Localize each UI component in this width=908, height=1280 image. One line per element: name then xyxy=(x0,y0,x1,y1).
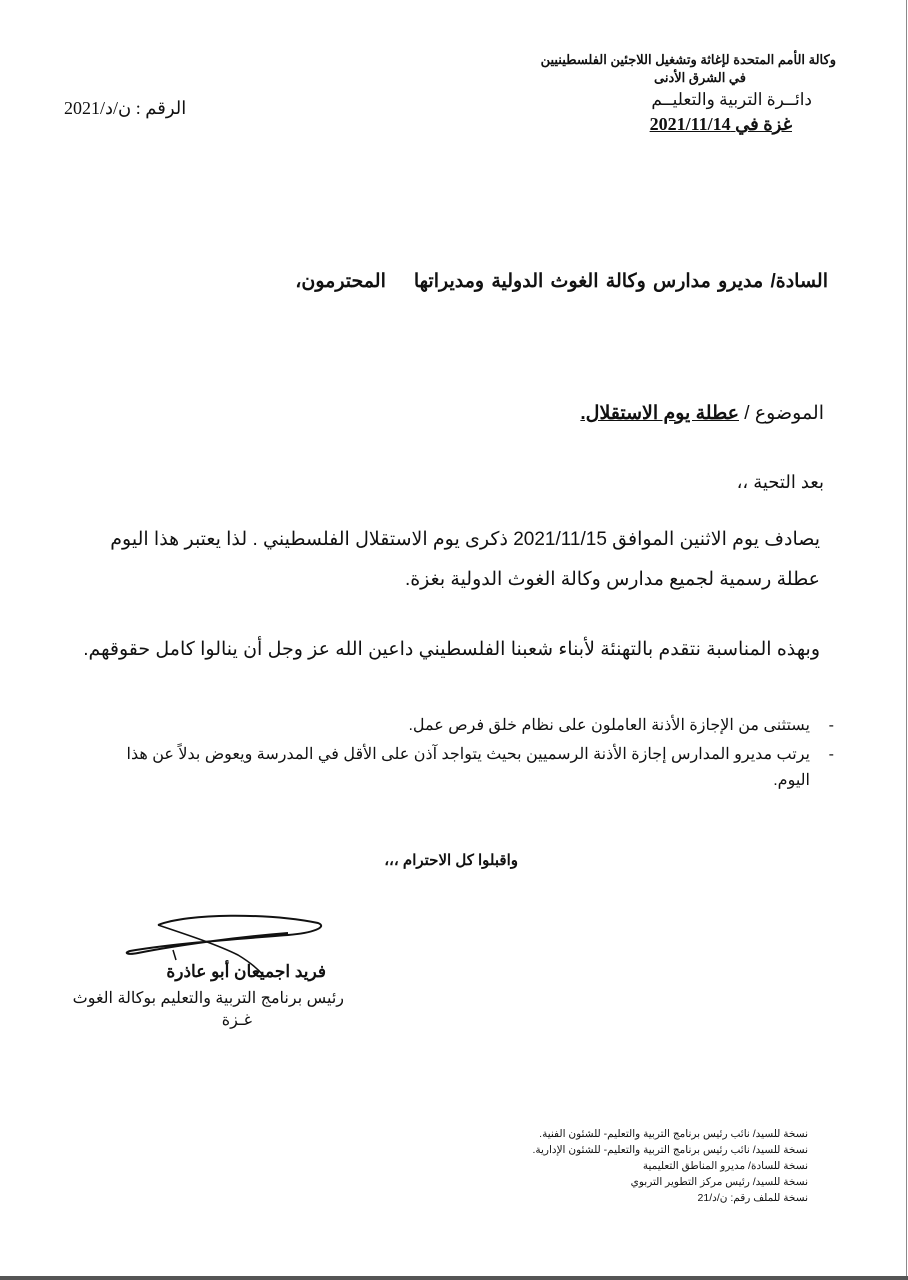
signatory-title: رئيس برنامج التربية والتعليم بوكالة الغوث xyxy=(72,990,344,1007)
header-region: في الشرق الأدنى xyxy=(654,70,746,85)
reference-number: الرقم : ن/د/2021 xyxy=(64,98,187,118)
bullet-marker: - xyxy=(828,746,834,763)
signatory-city: غـزة xyxy=(221,1012,252,1029)
paragraph-2: وبهذه المناسبة نتقدم بالتهنئة لأبناء شعبنا الفلسطيني داعين الله عز وجل أن ينالوا كامل حقوقهم. xyxy=(83,639,820,660)
bullet-text: يستثنى من الإجازة الأذنة العاملون على نظام خلق فرص عمل. xyxy=(408,717,810,734)
bullet-item xyxy=(408,715,834,735)
bullet-marker: - xyxy=(828,717,834,734)
header-organization: وكالة الأمم المتحدة لإغاثة وتشغيل اللاجئين الفلسطينيين xyxy=(540,52,836,67)
addressee xyxy=(295,270,828,293)
greeting: بعد التحية ،، xyxy=(736,472,824,492)
paragraph-1-line-2: عطلة رسمية لجميع مدارس وكالة الغوث الدولية بغزة. xyxy=(404,569,820,590)
copy-recipient: نسخة للسيد/ نائب رئيس برنامج التربية والتعليم- للشئون الإدارية. xyxy=(532,1144,808,1156)
header-place-date: غزة في 2021/11/14 xyxy=(649,114,792,134)
closing-line: واقبلوا كل الاحترام ،،، xyxy=(384,852,518,869)
header-department: دائــرة التربية والتعليــم xyxy=(651,90,812,109)
copy-recipient: نسخة للسيد/ نائب رئيس برنامج التربية والتعليم- للشئون الفنية. xyxy=(539,1128,808,1140)
page-bottom-edge xyxy=(0,1276,908,1280)
addressee-to: السادة/ مديرو مدارس وكالة الغوث الدولية ومديراتها xyxy=(413,271,828,292)
copy-recipient: نسخة للسادة/ مديرو المناطق التعليمية xyxy=(642,1160,808,1172)
subject-value: عطلة يوم الاستقلال. xyxy=(580,403,739,424)
addressee-honorific: المحترمون، xyxy=(295,271,386,292)
copy-recipient: نسخة للسيد/ رئيس مركز التطوير التربوي xyxy=(630,1176,808,1188)
bullet-item xyxy=(127,744,835,764)
bullet-continuation: اليوم. xyxy=(773,772,810,789)
signatory-name: فريد اجميعان أبو عاذرة xyxy=(166,962,326,981)
paragraph-1-line-1: يصادف يوم الاثنين الموافق 2021/11/15 ذكرى يوم الاستقلال الفلسطيني . لذا يعتبر هذا اليوم xyxy=(110,529,820,550)
copy-recipient: نسخة للملف رقم: ن/د/21 xyxy=(697,1192,808,1204)
subject-label: الموضوع / xyxy=(739,403,824,424)
bullet-text: يرتب مديرو المدارس إجازة الأذنة الرسميين بحيث يتواجد آذن على الأقل في المدرسة ويعوض بدلاً عن هذا xyxy=(126,746,810,763)
subject-line xyxy=(580,402,824,425)
